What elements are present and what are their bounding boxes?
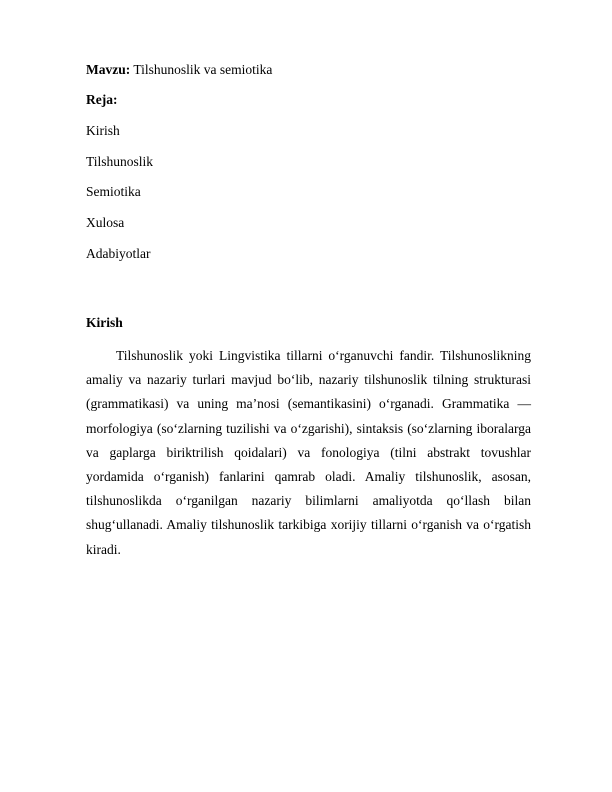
plan-item: Xulosa bbox=[86, 215, 125, 230]
section-heading: Kirish bbox=[86, 315, 123, 330]
topic-label: Mavzu: bbox=[86, 62, 131, 77]
plan-item: Semiotika bbox=[86, 184, 141, 199]
plan-item: Tilshunoslik bbox=[86, 154, 154, 169]
plan-item: Kirish bbox=[86, 123, 120, 138]
intro-paragraph: Tilshunoslik yoki Lingvistika tillarni o‘rganuvchi fandir. Tilshunoslikning amaliy va nazariy turlari mavjud bo‘lib, nazariy tilshunoslik tilning strukturasi (grammatikasi) va uning ma’nosi (semantikasini) o‘rganadi. Grammatika — morfologiya (so‘zlarning tuzilishi va o‘zgarishi), sintaksis (so‘zlarning iboralarga va gaplarga biriktrilish qoidalari) va fonologiya (tilni abstrakt tovushlar yordamida o‘rganish) fanlarini qamrab oladi. Amaliy tilshunoslik, asosan, tilshunoslikda o‘rganilgan nazariy bilimlarni amaliyotda qo‘llash bilan shug‘ullanadi. Amaliy tilshunoslik tarkibiga xorijiy tillarni o‘rganish va o‘rgatish kiradi. bbox=[86, 348, 531, 557]
topic-value: Tilshunoslik va semiotika bbox=[133, 62, 273, 77]
plan-label: Reja: bbox=[86, 92, 118, 107]
plan-item: Adabiyotlar bbox=[86, 246, 151, 261]
topic-line bbox=[86, 62, 272, 78]
